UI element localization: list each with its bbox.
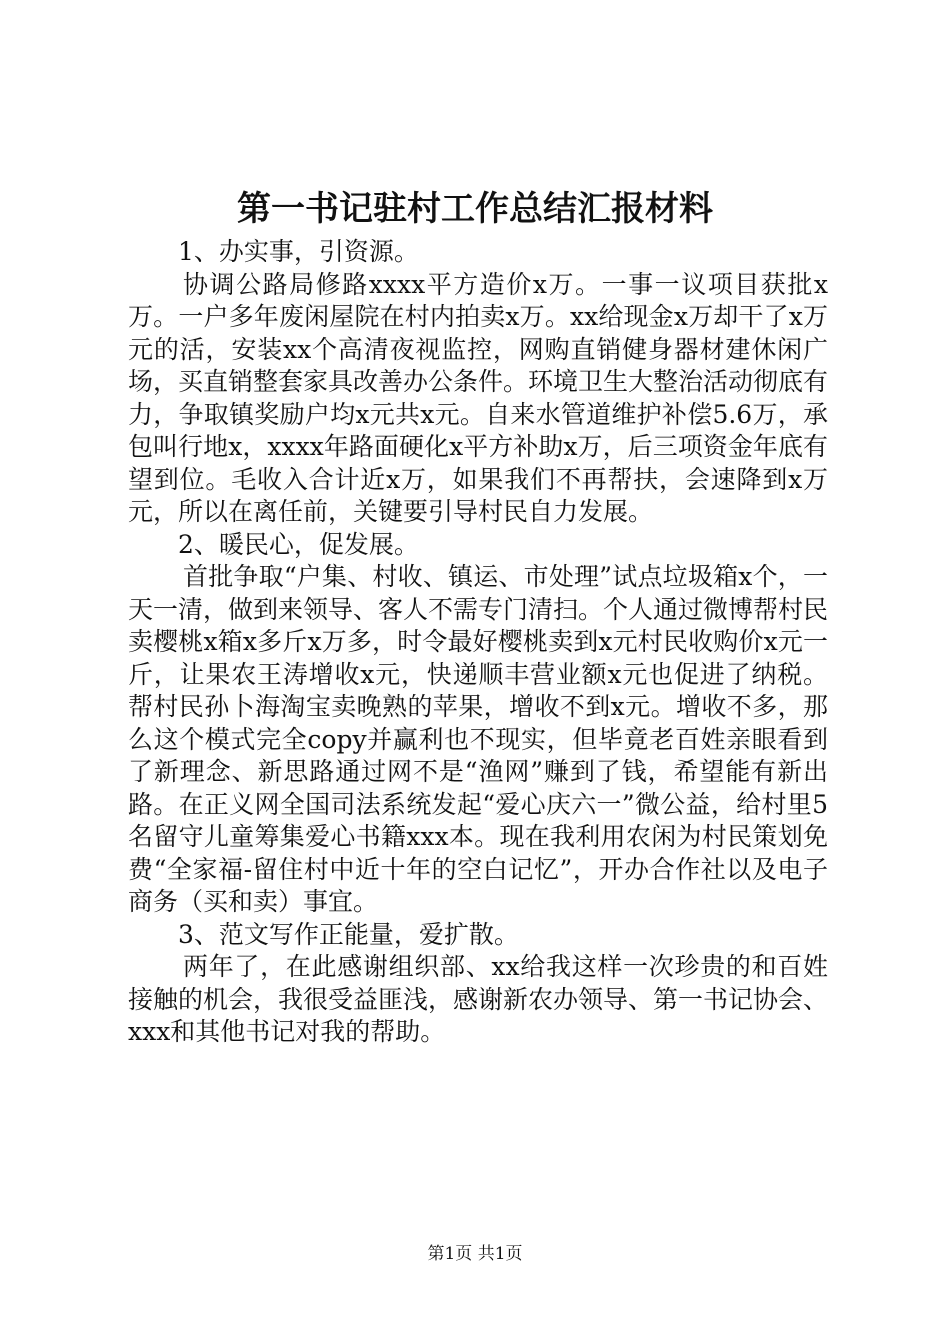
- document-body: [128, 236, 828, 1049]
- section-paragraph-3: 两年了，在此感谢组织部、xx给我这样一次珍贵的和百姓接触的机会，我很受益匪浅，感谢新农办领导、第一书记协会、xxx和其他书记对我的帮助。: [128, 952, 829, 1046]
- document-title: 第一书记驻村工作总结汇报材料: [237, 189, 713, 229]
- section-heading-1: 1、办实事，引资源。: [178, 237, 419, 266]
- section-heading-2: 2、暖民心，促发展。: [178, 529, 419, 559]
- section-paragraph-1: 协调公路局修路xxxx平方造价x万。一事一议项目获批x万。一户多年废闲屋院在村内拍卖x万。xx给现金x万却干了x万元的活，安装xx个高清夜视监控，网购直销健身器材建休闲广场，买直销整套家具改善办公条件。环境卫生大整治活动彻底有力，争取镇奖励户均x元共x元。自来水管道维护补偿5.6万，承包叫行地x，xxxx年路面硬化x平方补助x万，后三项资金年底有望到位。毛收入合计近x万，如果我们不再帮扶，会速降到x万元，所以在离任前，关键要引导村民自力发展。: [128, 269, 829, 526]
- page-footer: 第1页 共1页: [427, 1244, 523, 1264]
- section-heading-3: 3、范文写作正能量，爱扩散。: [178, 919, 519, 949]
- section-paragraph-2: 首批争取“户集、村收、镇运、市处理”试点垃圾箱x个，一天一清，做到来领导、客人不需专门清扫。个人通过微博帮村民卖樱桃x箱x多斤x万多，时令最好樱桃卖到x元村民收购价x元一斤，让果农王涛增收x元，快递顺丰营业额x元也促进了纳税。帮村民孙卜海淘宝卖晚熟的苹果，增收不到x元。增收不多，那么这个模式完全copy并赢利也不现实，但毕竟老百姓亲眼看到了新理念、新思路通过网不是“渔网”赚到了钱，希望能有新出路。在正义网全国司法系统发起“爱心庆六一”微公益，给村里5名留守儿童筹集爱心书籍xxx本。现在我利用农闲为村民策划免费“全家福-留住村中近十年的空白记忆”，开办合作社以及电子商务（买和卖）事宜。: [128, 562, 829, 916]
